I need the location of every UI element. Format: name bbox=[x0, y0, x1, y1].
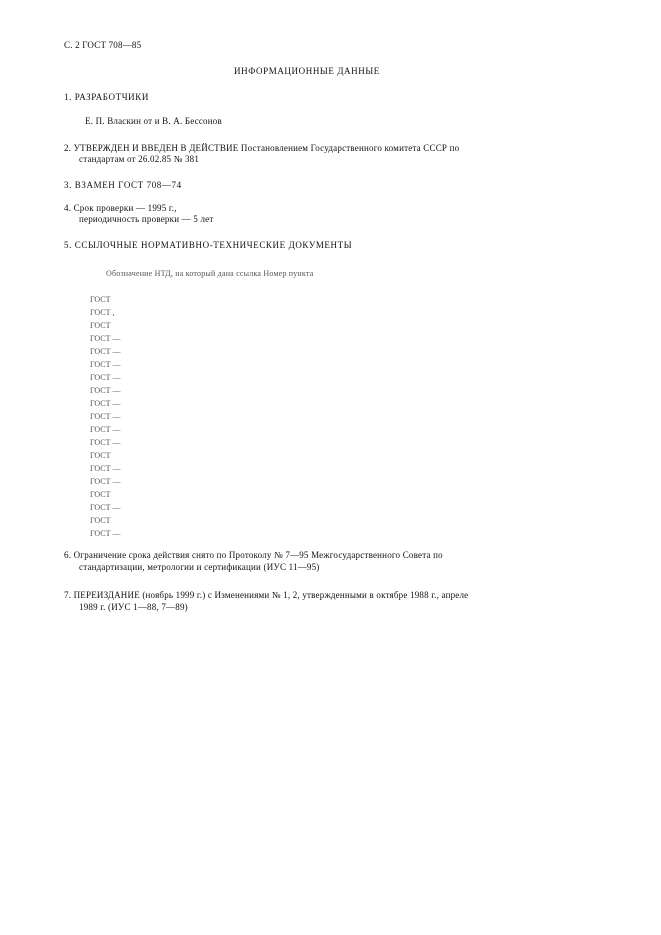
reference-row: ГОСТ — bbox=[90, 399, 121, 408]
reference-row: ГОСТ — bbox=[90, 503, 121, 512]
reference-row: ГОСТ bbox=[90, 295, 111, 304]
reference-row: ГОСТ bbox=[90, 451, 111, 460]
reference-row: ГОСТ — bbox=[90, 386, 121, 395]
section-5-heading: 5. ССЫЛОЧНЫЕ НОРМАТИВНО-ТЕХНИЧЕСКИЕ ДОКУМЕНТЫ bbox=[64, 240, 353, 250]
reference-row: ГОСТ bbox=[90, 490, 111, 499]
section-2-line-1: 2. УТВЕРЖДЕН И ВВЕДЕН В ДЕЙСТВИЕ Постановлением Государственного комитета СССР по bbox=[64, 143, 460, 153]
section-1-heading: 1. РАЗРАБОТЧИКИ bbox=[64, 92, 149, 102]
reference-row: ГОСТ , bbox=[90, 308, 115, 317]
reference-row: ГОСТ — bbox=[90, 425, 121, 434]
section-7-line-2: 1989 г. (ИУС 1—88, 7—89) bbox=[79, 602, 188, 612]
reference-row: ГОСТ — bbox=[90, 438, 121, 447]
reference-row: ГОСТ bbox=[90, 321, 111, 330]
reference-row: ГОСТ — bbox=[90, 373, 121, 382]
reference-row: ГОСТ bbox=[90, 516, 111, 525]
reference-row: ГОСТ — bbox=[90, 412, 121, 421]
reference-row: ГОСТ — bbox=[90, 529, 121, 538]
reference-table-header: Обозначение НТД, на который дана ссылка Номер пункта bbox=[106, 269, 314, 278]
section-4-line-2: периодичность проверки — 5 лет bbox=[79, 214, 214, 224]
section-3: 3. ВЗАМЕН ГОСТ 708—74 bbox=[64, 180, 182, 190]
section-6-line-1: 6. Ограничение срока действия снято по Протоколу № 7—95 Межгосударственного Совета по bbox=[64, 550, 443, 560]
section-7-line-1: 7. ПЕРЕИЗДАНИЕ (ноябрь 1999 г.) с Изменениями № 1, 2, утвержденными в октябре 1988 г., апреле bbox=[64, 590, 469, 600]
reference-row: ГОСТ — bbox=[90, 464, 121, 473]
reference-row: ГОСТ — bbox=[90, 334, 121, 343]
section-1-body: Е. П. Власкин от и В. А. Бессонов bbox=[85, 116, 222, 126]
section-2-line-2: стандартам от 26.02.85 № 381 bbox=[79, 154, 200, 164]
reference-row: ГОСТ — bbox=[90, 360, 121, 369]
section-4-line-1: 4. Срок проверки — 1995 г., bbox=[64, 203, 177, 213]
reference-row: ГОСТ — bbox=[90, 477, 121, 486]
reference-row: ГОСТ — bbox=[90, 347, 121, 356]
page-title: ИНФОРМАЦИОННЫЕ ДАННЫЕ bbox=[234, 66, 380, 76]
section-6-line-2: стандартизации, метрологии и сертификации (ИУС 11—95) bbox=[79, 562, 320, 572]
page-header-standard-ref: С. 2 ГОСТ 708—85 bbox=[64, 40, 142, 50]
